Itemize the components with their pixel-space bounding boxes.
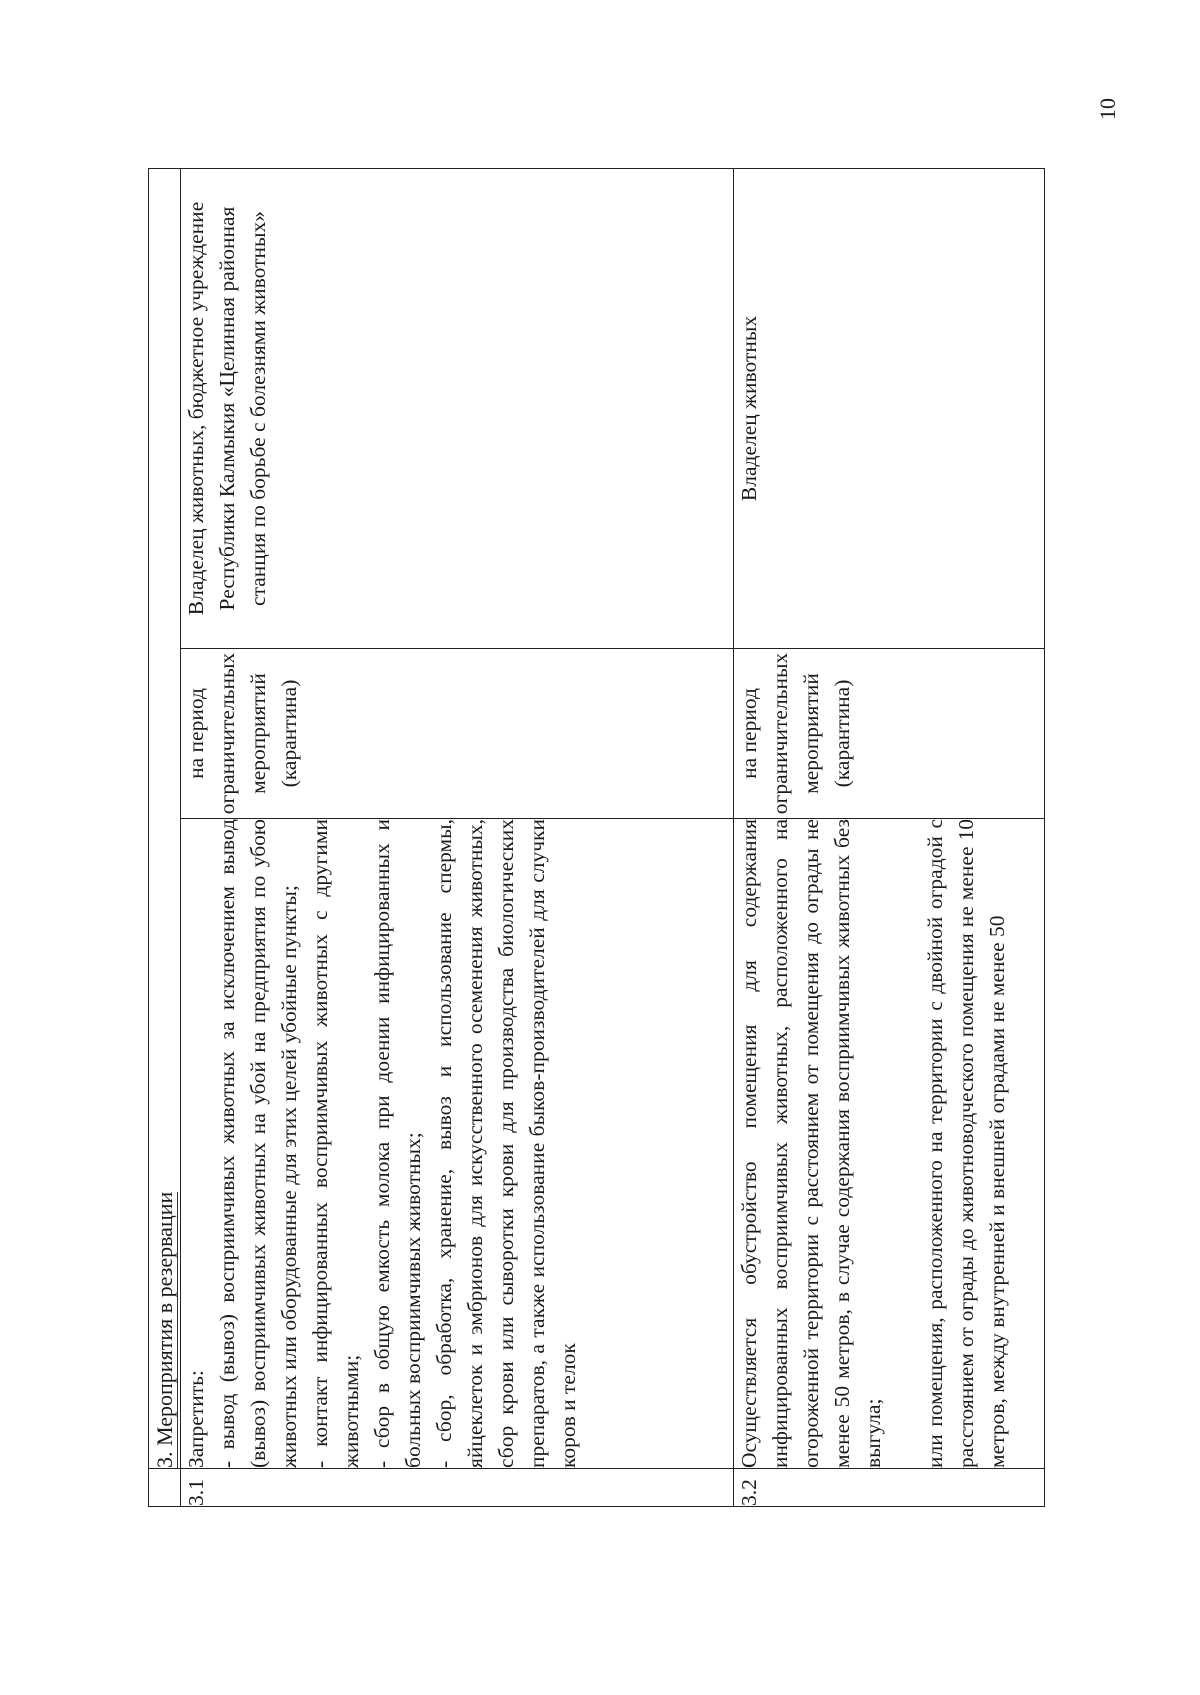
section-title-text: 3. Мероприятия в резервации <box>152 1191 177 1468</box>
table-row <box>181 168 734 1506</box>
paragraph: - сбор, обработка, хранение, вывоз и использование спермы, яйцеклеток и эмбрионов для искусственного осеменения животных, сбор крови или сыворотки крови для производства биологических препаратов, а также использование быков-производителей для случки коров и телок <box>432 819 580 1468</box>
section-header-row <box>149 168 181 1506</box>
measures-table <box>148 168 1045 1507</box>
measure-responsible: Владелец животных <box>734 168 1045 648</box>
row-number: 3.2 <box>734 1469 1045 1507</box>
paragraph: Осуществляется обустройство помещения для содержания инфицированных восприимчивых животных, расположенного на огороженной территории с расстоянием от помещения до ограды не менее 50 метров, в случае содержания восприимчивых животных без выгула; <box>737 819 885 1468</box>
measure-description <box>181 819 734 1469</box>
page-number: 10 <box>1095 98 1120 120</box>
table-row <box>734 168 1045 1506</box>
measure-term: на период ограничительных мероприятий (карантина) <box>734 649 1045 819</box>
row-number: 3.1 <box>181 1469 734 1507</box>
measure-term: на период ограничительных мероприятий (карантина) <box>181 649 734 819</box>
paragraph: или помещения, расположенного на территории с двойной оградой с расстоянием от ограды до животноводческого помещения не менее 10 метров, между внутренней и внешней оградами не менее 50 <box>923 819 1009 1468</box>
paragraph: - вывод (вывоз) восприимчивых животных за исключением вывод (вывоз) восприимчивых животных на убой на предприятия по убою животных или оборудованные для этих целей убойные пункты; <box>215 819 301 1468</box>
paragraph: - сбор в общую емкость молока при доении инфицированных и больных восприимчивых животных; <box>370 819 425 1468</box>
paragraph-gap <box>889 819 920 1468</box>
measure-description <box>734 819 1045 1469</box>
section-title <box>149 168 181 1468</box>
paragraph: Запретить: <box>184 1370 208 1468</box>
paragraph: - контакт инфицированных восприимчивых животных с другими животными; <box>308 819 363 1468</box>
measure-responsible: Владелец животных, бюджетное учреждение Республики Калмыкия «Целинная районная станция по борьбе с болезнями животных» <box>181 168 734 648</box>
